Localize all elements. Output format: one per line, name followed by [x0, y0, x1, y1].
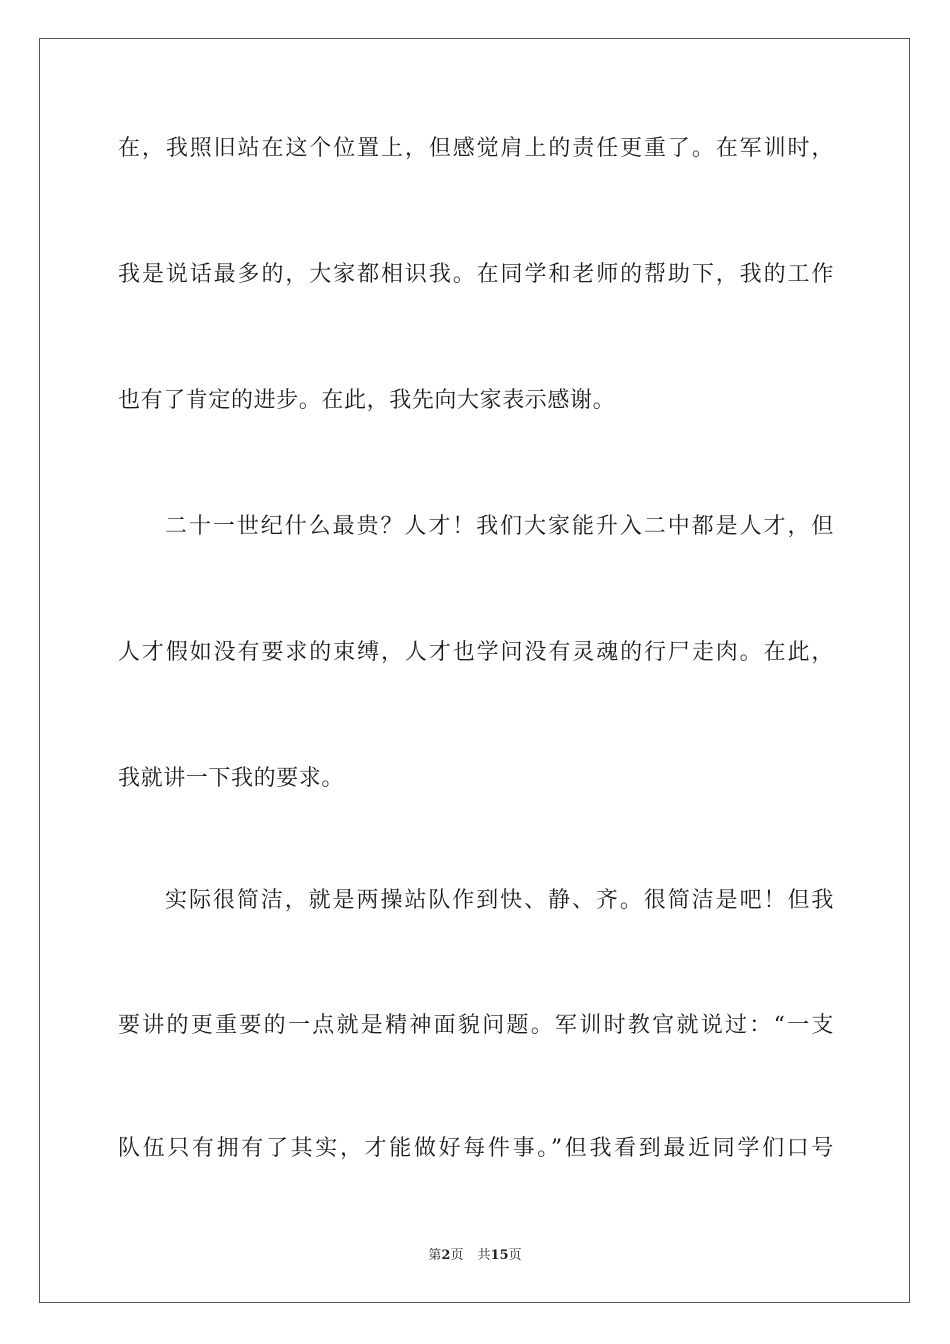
text-line: 我是说话最多的，大家都相识我。在同学和老师的帮助下，我的工作 — [118, 262, 834, 287]
page-label-prefix: 第 — [428, 1248, 442, 1263]
text-line: 也有了肯定的进步。在此，我先向大家表示感谢。 — [118, 388, 616, 413]
total-label-suffix: 页 — [508, 1248, 522, 1263]
paragraph-first-line: 实际很简洁，就是两操站队作到快、静、齐。很简洁是吧！但我 — [165, 888, 834, 913]
text-line: 在，我照旧站在这个位置上，但感觉肩上的责任更重了。在军训时， — [118, 136, 834, 161]
text-line: 要讲的更重要的一点就是精神面貌问题。军训时教官就说过：“一支 — [118, 1013, 834, 1038]
page-label-suffix: 页 — [450, 1248, 464, 1263]
text-line: 队伍只有拥有了其实，才能做好每件事。”但我看到最近同学们口号 — [118, 1136, 834, 1161]
total-label-prefix: 共 — [477, 1248, 491, 1263]
paragraph-first-line: 二十一世纪什么最贵？人才！我们大家能升入二中都是人才，但 — [165, 514, 834, 539]
text-line: 人才假如没有要求的束缚，人才也学问没有灵魂的行尸走肉。在此， — [118, 640, 834, 665]
current-page-number: 2 — [441, 1248, 451, 1263]
total-pages-number: 15 — [490, 1248, 509, 1263]
text-line: 我就讲一下我的要求。 — [118, 766, 345, 791]
page-footer — [0, 1247, 950, 1265]
page-frame — [39, 38, 910, 1303]
